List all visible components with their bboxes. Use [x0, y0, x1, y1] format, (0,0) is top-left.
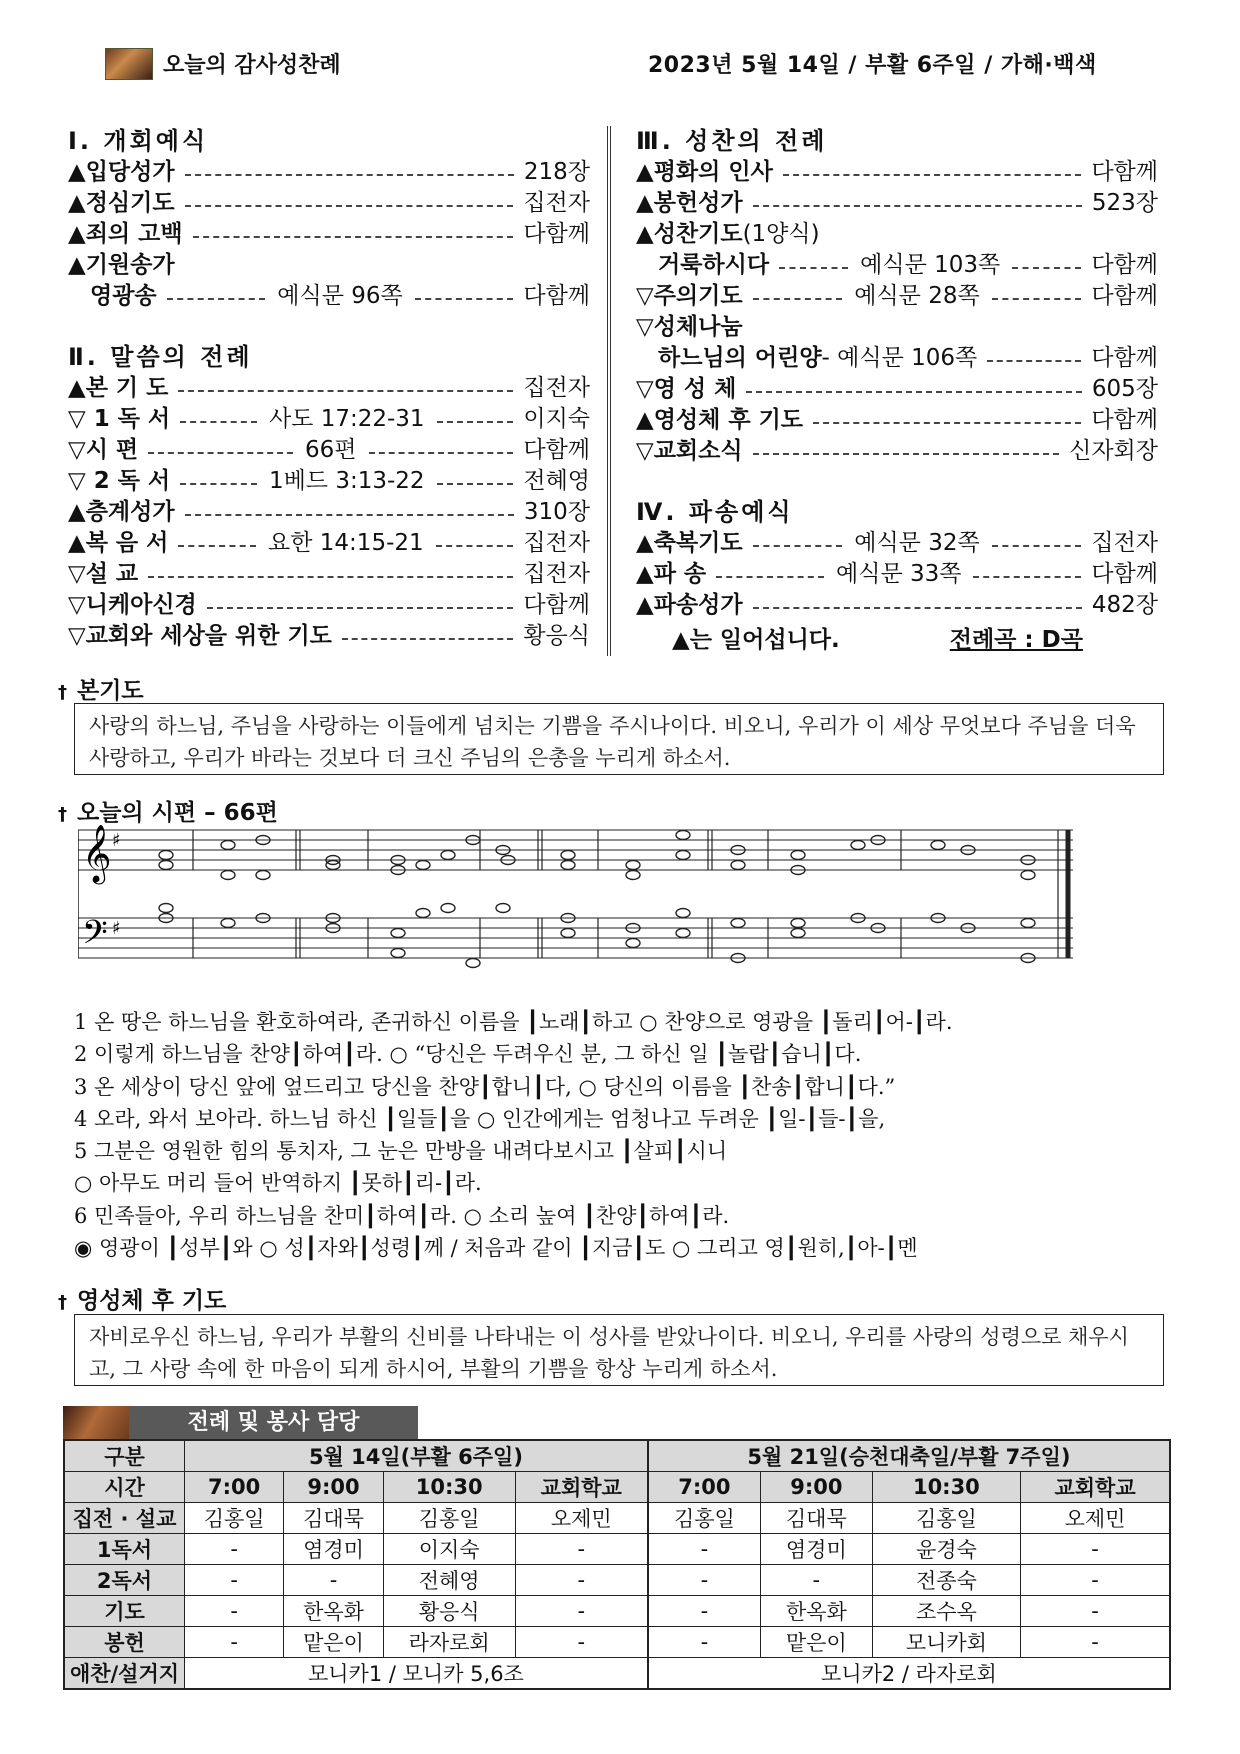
order-item-value: 605장 [1091, 376, 1158, 402]
order-item-name: ▲축복기도 [636, 530, 743, 556]
order-item-name: ▲죄의 고백 [68, 221, 183, 247]
table-cell: - [185, 1565, 284, 1596]
cross-icon: † [58, 682, 67, 703]
order-item-name: ▽시 편 [68, 437, 139, 463]
table-cell: - [185, 1596, 284, 1627]
table-cell: - [515, 1627, 648, 1658]
table-row [64, 1534, 1170, 1565]
dashed-leader [436, 545, 514, 547]
order-item-value: 집전자 [523, 190, 590, 216]
column-divider [607, 126, 611, 656]
week1-header: 5월 14일(부활 6주일) [185, 1440, 648, 1472]
postcommunion-heading: † 영성체 후 기도 [58, 1288, 227, 1314]
order-item-name: ▲본 기 도 [68, 375, 169, 401]
order-item-reference: 예식문 33쪽 [836, 561, 962, 587]
row-label: 1독서 [64, 1534, 185, 1565]
row-label: 봉헌 [64, 1627, 185, 1658]
order-item-value: 집전자 [523, 375, 590, 401]
order-item-value: 신자회장 [1069, 438, 1158, 464]
dashed-leader [987, 360, 1081, 362]
service-date: 2023년 5월 14일 / 부활 6주일 / 가해·백색 [648, 53, 1097, 78]
table-row [64, 1472, 1170, 1503]
dashed-leader [753, 298, 843, 300]
collect-text: 사랑의 하느님, 주님을 사랑하는 이들에게 넘치는 기쁨을 주시나이다. 비오니, 우리가 이 세상 무엇보다 주님을 더욱 사랑하고, 우리가 바라는 것보다 더 크신 주님의 은총을 누리게 하소서. [89, 714, 1136, 770]
bass-clef-icon: 𝄢 [82, 914, 108, 960]
music-setting: 전례곡 : D곡 [949, 627, 1083, 653]
table-cell: - [515, 1596, 648, 1627]
order-item-value: 집전자 [523, 530, 590, 556]
table-row [64, 1627, 1170, 1658]
dashed-leader [415, 298, 514, 300]
table-cell: 모니카2 / 라자로회 [648, 1658, 1170, 1690]
table-cell: 오제민 [515, 1503, 648, 1534]
order-item-value: 523장 [1091, 190, 1158, 216]
row-label: 기도 [64, 1596, 185, 1627]
order-item-name: 거룩하시다 [658, 252, 770, 278]
order-item [636, 374, 1158, 405]
collect-heading: † 본기도 [58, 678, 144, 704]
order-item-note: - 예식문 106쪽 [821, 345, 978, 371]
dashed-leader [148, 576, 513, 578]
table-cell: 윤경숙 [872, 1534, 1020, 1565]
row-label: 2독서 [64, 1565, 185, 1596]
table-cell: 김홍일 [648, 1503, 761, 1534]
table-row [64, 1565, 1170, 1596]
order-item [68, 590, 590, 621]
time-cell: 10:30 [383, 1472, 515, 1503]
table-cell: - [185, 1534, 284, 1565]
order-item [68, 497, 590, 528]
dashed-leader [753, 545, 843, 547]
time-cell: 9:00 [284, 1472, 383, 1503]
order-left-column [68, 126, 590, 652]
order-item-value: 482장 [1091, 592, 1158, 618]
order-item-name: ▲봉헌성가 [636, 190, 743, 216]
table-cell: - [648, 1534, 761, 1565]
order-item-note: (1양식) [742, 221, 820, 247]
week2-header: 5월 21일(승천대축일/부활 7주일) [648, 1440, 1170, 1472]
order-item-value: 집전자 [1091, 530, 1159, 556]
order-item-name: 하느님의 어린양 [658, 345, 822, 371]
table-cell: 오제민 [1021, 1503, 1170, 1534]
order-item-name: ▲복 음 서 [68, 530, 169, 556]
postcommunion-text: 자비로우신 하느님, 우리가 부활의 신비를 나타내는 이 성사를 받았나이다. 비오니, 우리를 사랑의 성령으로 채우시고, 그 사랑 속에 한 마음이 되게 하시어, 부활의 기쁨을 항상 누리게 하소서. [89, 1325, 1129, 1381]
order-item-value: 다함께 [523, 592, 590, 618]
table-row [64, 1658, 1170, 1690]
order-item-value: 전혜영 [523, 468, 591, 494]
order-item-name: ▲평화의 인사 [636, 159, 773, 185]
order-item [636, 343, 1158, 374]
table-cell: 김홍일 [872, 1503, 1020, 1534]
order-item [68, 188, 590, 219]
dashed-leader [813, 422, 1081, 424]
sharp-icon: ♯ [112, 830, 121, 851]
psalm-line: ◉ 영광이 ┃성부┃와 ○ 성┃자와┃성령┃께 / 처음과 같이 ┃지금┃도 ○ 그리고 영┃원히,┃아-┃멘 [74, 1236, 918, 1261]
table-cell: 김대묵 [284, 1503, 383, 1534]
cross-icon: † [58, 804, 67, 825]
table-cell: - [515, 1565, 648, 1596]
table-cell: - [515, 1534, 648, 1565]
order-item-value: 218장 [523, 159, 590, 185]
order-item-value: 다함께 [1091, 159, 1158, 185]
section-heading: Ⅰ. 개회예식 [68, 127, 209, 155]
table-cell: 전혜영 [383, 1565, 515, 1596]
order-item-name: ▽ 1 독 서 [68, 406, 171, 432]
psalm-line: 2 이렇게 하느님을 찬양┃하여┃라. ○ “당신은 두려우신 분, 그 하신 일 ┃놀랍┃습니┃다. [74, 1042, 862, 1067]
dashed-leader [753, 607, 1082, 609]
table-cell: 김대묵 [760, 1503, 872, 1534]
order-item [68, 528, 590, 559]
order-item-name: ▽영 성 체 [636, 376, 737, 402]
table-cell: 염경미 [760, 1534, 872, 1565]
bass-staff [78, 918, 1073, 958]
dashed-leader [207, 607, 514, 609]
section-heading: Ⅱ. 말씀의 전례 [68, 343, 253, 371]
order-item-name: ▽니케아신경 [68, 592, 197, 618]
table-cell: 조수옥 [872, 1596, 1020, 1627]
psalm-line: 4 오라, 와서 보아라. 하느님 하신 ┃일들┃을 ○ 인간에게는 엄청나고 두려운 ┃일-┃들-┃을, [74, 1106, 886, 1131]
order-item [636, 250, 1158, 281]
order-item [636, 219, 1158, 250]
table-row [64, 1440, 1170, 1472]
order-item [68, 373, 590, 404]
duty-header-image [63, 1406, 129, 1439]
order-item-name: ▽교회소식 [636, 438, 743, 464]
table-row [64, 1596, 1170, 1627]
time-cell: 9:00 [760, 1472, 872, 1503]
dashed-leader [716, 576, 824, 578]
time-cell: 교회학교 [515, 1472, 648, 1503]
order-item [68, 559, 590, 590]
order-item-value: 이지숙 [523, 406, 591, 432]
psalm-heading: † 오늘의 시편 – 66편 [58, 800, 278, 826]
psalm-line: 3 온 세상이 당신 앞에 엎드리고 당신을 찬양┃합니┃다, ○ 당신의 이름을 ┃찬송┃합니┃다.” [74, 1074, 896, 1099]
time-cell: 교회학교 [1021, 1472, 1170, 1503]
order-item [636, 590, 1158, 621]
order-item-name: ▲기원송가 [68, 252, 175, 278]
order-item [68, 281, 590, 312]
dashed-leader [973, 576, 1081, 578]
section-heading: Ⅳ. 파송예식 [636, 498, 794, 526]
header-logo-image [105, 48, 153, 80]
stand-note [636, 621, 1158, 654]
order-item [68, 466, 590, 497]
dashed-leader [178, 390, 513, 392]
order-item [68, 404, 590, 435]
order-item-reference: 예식문 96쪽 [277, 283, 403, 309]
time-cell: 10:30 [872, 1472, 1020, 1503]
table-cell: - [648, 1565, 761, 1596]
dashed-leader [992, 545, 1082, 547]
table-cell: - [185, 1627, 284, 1658]
dashed-leader [1012, 267, 1081, 269]
section-heading: Ⅲ. 성찬의 전례 [636, 127, 828, 155]
table-cell: - [648, 1627, 761, 1658]
table-cell: 염경미 [284, 1534, 383, 1565]
order-item [636, 281, 1158, 312]
row-label: 집전 · 설교 [64, 1503, 185, 1534]
order-item-reference: 예식문 28쪽 [854, 283, 980, 309]
dashed-leader [992, 298, 1082, 300]
order-item-name: ▲파 송 [636, 561, 707, 587]
order-item [636, 312, 1158, 343]
order-item-value: 다함께 [523, 221, 590, 247]
table-cell: - [284, 1565, 383, 1596]
dashed-leader [180, 421, 257, 423]
order-item-reference: 66편 [305, 437, 357, 463]
dashed-leader [746, 391, 1082, 393]
order-item-name: ▽설 교 [68, 561, 139, 587]
table-cell: 이지숙 [383, 1534, 515, 1565]
order-item [68, 219, 590, 250]
order-item-name: ▲입당성가 [68, 159, 175, 185]
order-item-name: ▽주의기도 [636, 283, 743, 309]
table-row [64, 1503, 1170, 1534]
order-item-name: ▲파송성가 [636, 592, 743, 618]
table-cell: 한옥화 [760, 1596, 872, 1627]
collect-box [74, 703, 1164, 775]
order-item-reference: 예식문 32쪽 [854, 530, 980, 556]
order-item-value: 황응식 [523, 623, 590, 649]
order-item [68, 435, 590, 466]
dashed-leader [753, 205, 1082, 207]
order-item-value: 다함께 [1091, 345, 1158, 371]
order-item-value: 집전자 [523, 561, 590, 587]
order-item [636, 528, 1158, 559]
order-item-value: 다함께 [523, 437, 591, 463]
order-item-name: ▲층계성가 [68, 499, 175, 525]
order-item [636, 157, 1158, 188]
dashed-leader [180, 483, 257, 485]
psalm-text [74, 1006, 1174, 1264]
duty-title: 전례 및 봉사 담당 [129, 1406, 418, 1439]
order-item-value: 다함께 [523, 283, 591, 309]
order-item-reference: 예식문 103쪽 [860, 252, 1001, 278]
dashed-leader [185, 514, 514, 516]
order-item-value: 다함께 [1091, 561, 1158, 587]
dashed-leader [753, 453, 1060, 455]
order-item [636, 188, 1158, 219]
sharp-icon: ♯ [112, 918, 121, 939]
order-item-name: ▽교회와 세상을 위한 기도 [68, 623, 332, 649]
psalm-line: 1 온 땅은 하느님을 환호하여라, 존귀하신 이름을 ┃노래┃하고 ○ 찬양으로 영광을 ┃돌리┃어-┃라. [74, 1010, 953, 1034]
dashed-leader [369, 452, 514, 454]
duty-table [63, 1439, 1171, 1690]
dashed-leader [342, 638, 513, 640]
table-cell: 시간 [64, 1472, 185, 1503]
order-item-reference: 사도 17:22-31 [268, 406, 425, 432]
table-cell: 김홍일 [185, 1503, 284, 1534]
dashed-leader [783, 174, 1082, 176]
table-cell: - [648, 1596, 761, 1627]
psalm-chant-score [78, 822, 1078, 974]
order-item-reference: 요한 14:15-21 [268, 530, 424, 556]
order-item-name: ▲영성체 후 기도 [636, 407, 804, 433]
order-item [68, 250, 590, 281]
order-item [636, 405, 1158, 436]
dashed-leader [185, 174, 514, 176]
psalm-line: 5 그분은 영원한 힘의 통치자, 그 눈은 만방을 내려다보시고 ┃살피┃시니 [74, 1139, 728, 1164]
order-item-name: 영광송 [90, 283, 157, 309]
dashed-leader [193, 236, 514, 238]
order-item-value: 다함께 [1091, 283, 1159, 309]
dashed-leader [437, 483, 514, 485]
dashed-leader [167, 298, 266, 300]
order-item [68, 157, 590, 188]
dashed-leader [779, 267, 848, 269]
time-cell: 7:00 [185, 1472, 284, 1503]
dashed-leader [178, 545, 256, 547]
order-right-column [636, 126, 1158, 654]
order-item-reference: 1베드 3:13-22 [268, 468, 425, 494]
table-cell: - [1021, 1596, 1170, 1627]
dashed-leader [148, 452, 293, 454]
table-cell: 구분 [64, 1440, 185, 1472]
time-cell: 7:00 [648, 1472, 761, 1503]
table-cell: 전종숙 [872, 1565, 1020, 1596]
psalm-line: ○ 아무도 머리 들어 반역하지 ┃못하┃리-┃라. [74, 1171, 482, 1196]
order-item-name: ▽성체나눔 [636, 314, 743, 340]
page-title: 오늘의 감사성찬례 [163, 53, 341, 78]
dashed-leader [185, 205, 514, 207]
stand-note-text: ▲는 일어섭니다. [672, 627, 840, 653]
order-item-name: ▲성찬기도 [636, 221, 743, 247]
order-item-name: ▲정심기도 [68, 190, 175, 216]
order-item [636, 559, 1158, 590]
order-item [636, 436, 1158, 467]
note-heads [159, 831, 1035, 968]
order-item-value: 다함께 [1091, 407, 1158, 433]
treble-clef-icon: 𝄞 [82, 824, 112, 882]
order-item-value: 다함께 [1091, 252, 1158, 278]
table-cell: 황응식 [383, 1596, 515, 1627]
table-cell: 라자로회 [383, 1627, 515, 1658]
table-cell: - [760, 1565, 872, 1596]
row-label: 애찬/설거지 [64, 1658, 185, 1690]
table-cell: 모니카1 / 모니카 5,6조 [185, 1658, 648, 1690]
dashed-leader [437, 421, 514, 423]
table-cell: 모니카회 [872, 1627, 1020, 1658]
table-cell: 맡은이 [284, 1627, 383, 1658]
table-cell: - [1021, 1565, 1170, 1596]
table-cell: 맡은이 [760, 1627, 872, 1658]
postcommunion-box [74, 1314, 1164, 1386]
order-item-name: ▽ 2 독 서 [68, 468, 171, 494]
psalm-line: 6 민족들아, 우리 하느님을 찬미┃하여┃라. ○ 소리 높여 ┃찬양┃하여┃라. [74, 1203, 730, 1228]
table-cell: - [1021, 1534, 1170, 1565]
table-cell: - [1021, 1627, 1170, 1658]
table-cell: 김홍일 [383, 1503, 515, 1534]
table-cell: 한옥화 [284, 1596, 383, 1627]
order-item [68, 621, 590, 652]
cross-icon: † [58, 1292, 67, 1313]
order-item-value: 310장 [523, 499, 590, 525]
